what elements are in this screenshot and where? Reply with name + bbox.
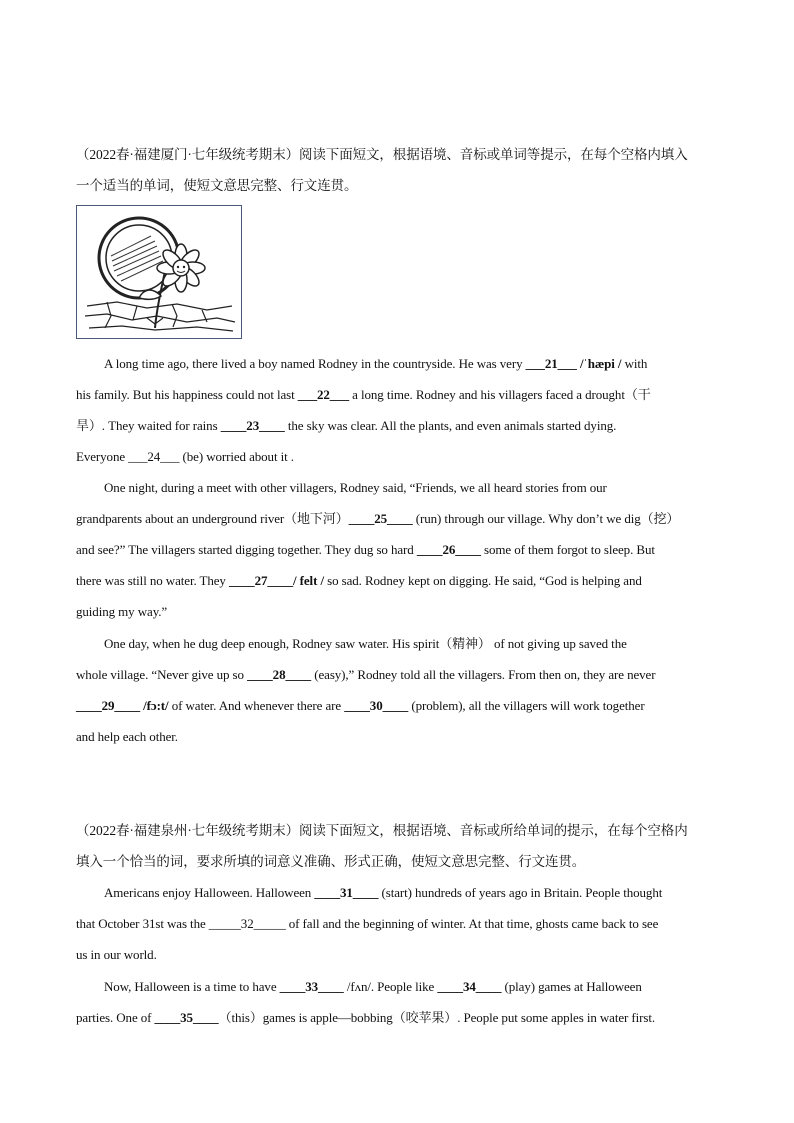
blank-32[interactable]: _____32_____: [208, 916, 286, 931]
blank-25[interactable]: ____25____: [348, 511, 413, 526]
text-line: [76, 503, 724, 534]
text-segment: Now, Halloween is a time to have: [104, 979, 280, 994]
text-line: [76, 534, 724, 565]
text-line: [76, 690, 724, 721]
text-segment: parties. One of: [76, 1010, 155, 1025]
text-segment: (problem), all the villagers will work together: [408, 698, 645, 713]
text-segment: his family. But his happiness could not last: [76, 387, 298, 402]
text-line: [76, 348, 724, 379]
text-line: [76, 971, 724, 1002]
text-segment: 旱）. They waited for rains: [76, 418, 221, 433]
blank-24[interactable]: ___24___: [128, 449, 180, 464]
phonetic-hint: /ˈhæpi /: [576, 356, 625, 371]
passage2-paragraph2: [76, 971, 724, 1033]
section1-instructions-line: 一个适当的单词，使短文意思完整、行文连贯。: [76, 178, 358, 193]
text-segment: so sad. Rodney kept on digging. He said, “God is helping and: [323, 573, 642, 588]
text-segment: Americans enjoy Halloween. Halloween: [104, 885, 315, 900]
blank-23[interactable]: ____23____: [220, 418, 285, 433]
text-segment: the sky was clear. All the plants, and even animals started dying.: [284, 418, 617, 433]
text-segment: and see?” The villagers started digging together. They dug so hard: [76, 542, 417, 557]
text-line: [76, 908, 724, 939]
text-segment: with: [624, 356, 648, 371]
text-line: One day, when he dug deep enough, Rodney saw water. His spirit（精神） of not giving up saved the: [104, 636, 627, 651]
text-line: [76, 410, 724, 441]
phonetic-hint: / felt /: [293, 573, 324, 588]
passage1-paragraph2: [76, 472, 724, 627]
blank-22[interactable]: ___22___: [297, 387, 349, 402]
text-line: [76, 379, 724, 410]
text-segment: (easy),” Rodney told all the villagers. From then on, they are never: [311, 667, 656, 682]
section2-instructions: [76, 815, 724, 877]
sunflower-sun-icon: [77, 206, 241, 338]
text-segment: whole village. “Never give up so: [76, 667, 248, 682]
text-segment: (run) through our village. Why don’t we dig（挖）: [412, 511, 680, 526]
text-line: [76, 659, 724, 690]
text-segment: of water. And whenever there are: [171, 698, 345, 713]
blank-35[interactable]: ____35____: [154, 1010, 219, 1025]
text-line: guiding my way.”: [76, 604, 168, 619]
blank-21[interactable]: ___21___: [525, 356, 577, 371]
blank-33[interactable]: ____33____: [279, 979, 344, 994]
text-segment: that October 31st was the: [76, 916, 209, 931]
text-line: One night, during a meet with other villagers, Rodney said, “Friends, we all heard stories from our: [104, 480, 607, 495]
section2-instructions-line: （2022春·福建泉州·七年级统考期末）阅读下面短文，根据语境、音标或所给单词的提示，在每个空格内: [76, 823, 688, 838]
text-segment: grandparents about an underground river（地下河）: [76, 511, 349, 526]
text-line: and help each other.: [76, 729, 178, 744]
section1-instructions-line: （2022春·福建厦门·七年级统考期末）阅读下面短文，根据语境、音标或单词等提示，在每个空格内填入: [76, 147, 688, 162]
text-segment: (start) hundreds of years ago in Britain. People thought: [378, 885, 663, 900]
text-segment: A long time ago, there lived a boy named Rodney in the countryside. He was very: [104, 356, 526, 371]
text-segment: （this）games is apple—bobbing（咬苹果）. People put some apples in water first.: [218, 1010, 656, 1025]
blank-26[interactable]: ____26____: [416, 542, 481, 557]
text-segment: there was still no water. They: [76, 573, 229, 588]
text-line: [76, 441, 724, 472]
text-segment: . People like: [370, 979, 438, 994]
blank-31[interactable]: ____31____: [314, 885, 379, 900]
phonetic-hint: /fɔ:t/: [140, 698, 172, 713]
section1-instructions: [76, 139, 724, 201]
blank-28[interactable]: ____28____: [247, 667, 312, 682]
blank-30[interactable]: ____30____: [344, 698, 409, 713]
passage2-paragraph1: [76, 877, 724, 970]
text-line: [76, 565, 724, 596]
text-line: us in our world.: [76, 947, 157, 962]
blank-34[interactable]: ____34____: [437, 979, 502, 994]
text-segment: of fall and the beginning of winter. At that time, ghosts came back to see: [285, 916, 659, 931]
text-line: [76, 1002, 724, 1033]
blank-27[interactable]: ____27____: [228, 573, 293, 588]
text-segment: (play) games at Halloween: [501, 979, 642, 994]
passage1-paragraph3: [76, 628, 724, 752]
text-segment: (be) worried about it .: [179, 449, 294, 464]
phonetic-hint: /fʌn/: [343, 979, 371, 994]
sunflower-sun-illustration: [76, 205, 242, 339]
passage1-paragraph1: [76, 348, 724, 472]
text-segment: some of them forgot to sleep. But: [480, 542, 655, 557]
text-segment: Everyone: [76, 449, 129, 464]
text-segment: a long time. Rodney and his villagers faced a drought（干: [349, 387, 651, 402]
blank-29[interactable]: ____29____: [76, 698, 141, 713]
section2-instructions-line: 填入一个恰当的词，要求所填的词意义准确、形式正确，使短文意思完整、行文连贯。: [76, 854, 586, 869]
text-line: [76, 877, 724, 908]
